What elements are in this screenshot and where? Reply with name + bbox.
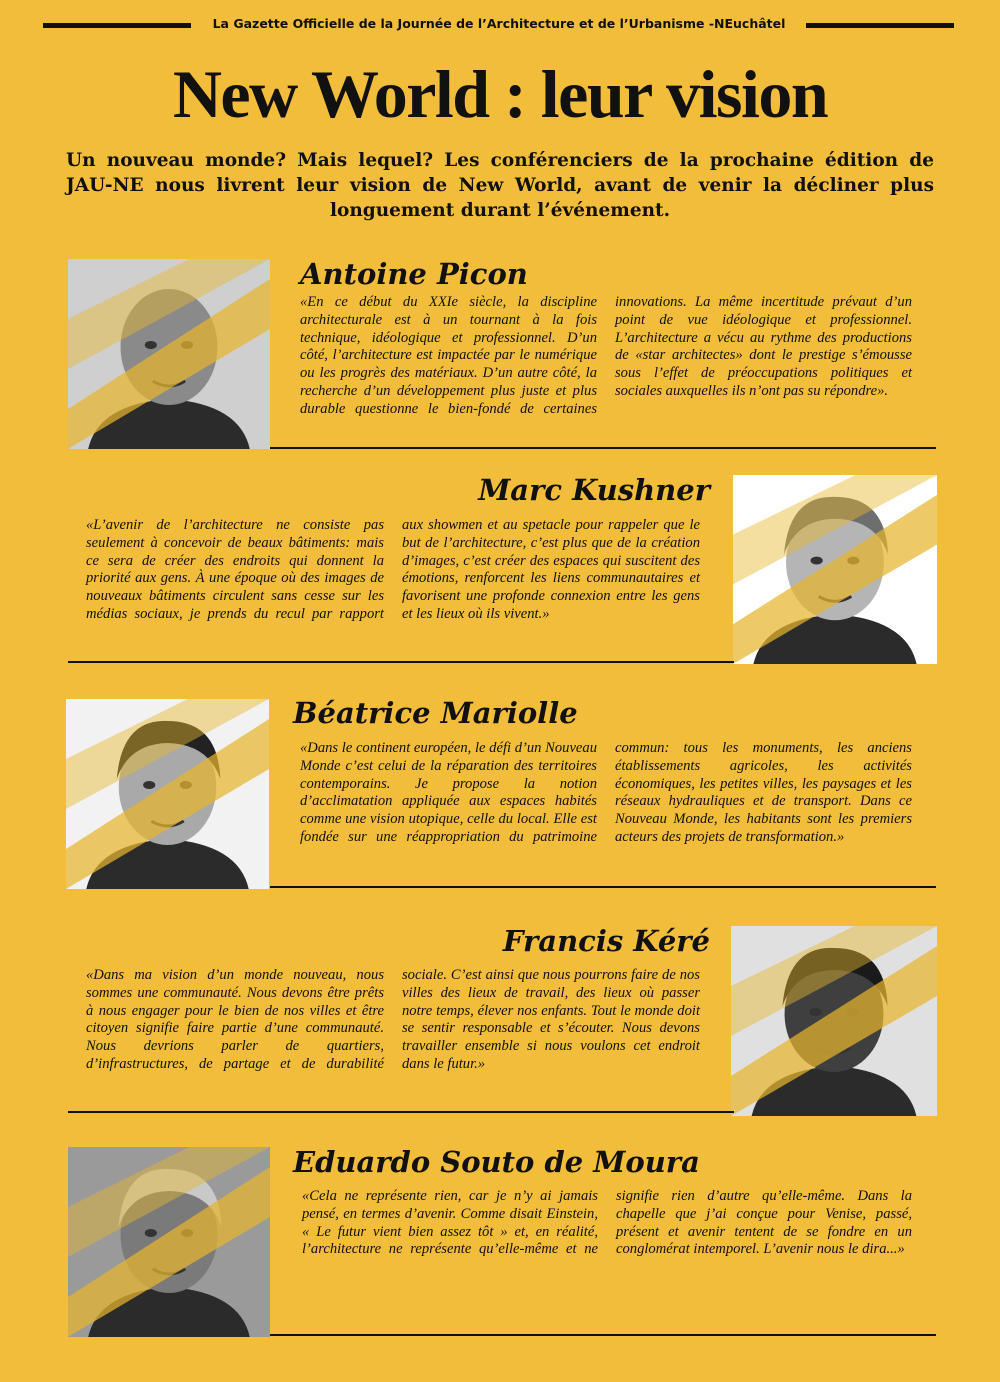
section-rule [270, 1334, 936, 1336]
section-rule [68, 661, 734, 663]
section-rule [68, 1111, 734, 1113]
speaker-quote: «Dans ma vision d’un monde nouveau, nous sommes une communauté. Nous devons être prêts à nous engager pour le bien de nos villes et être citoyen signifie faire partie d’une communauté. Nous devrions parler de quartiers, d’infrastructures, de partage et de durabilité sociale. C’est ainsi que nous pourrons faire de nos villes des lieux de travail, des lieux où passer notre temps, élever nos enfants. Tout le monde doit se sentir responsable et s’écouter. Nous devons travailler ensemble si nous voulons cet endroit dans le futur.» [86, 967, 700, 1072]
masthead-title: La Gazette Officielle de la Journée de l’Architecture et de l’Urbanisme -NEuchâtel [212, 16, 786, 31]
portrait-photo [733, 475, 937, 664]
page-headline: New World : leur vision [172, 56, 828, 132]
portrait-photo [68, 259, 270, 449]
masthead-rule-right [806, 23, 954, 28]
speaker-quote: «Dans le continent européen, le défi d’un Nouveau Monde c’est celui de la réparation des territoires contemporains. Je propose la notion d’acclimatation appliquée aux espaces habités comme une vision utopique, celle du local. Elle est fondée sur une réappropriation du patrimoine commun: tous les monuments, les anciens établissements agricoles, les activités économiques, les petites villes, les paysages et les réseaux hydrauliques et de transport. Dans ce Nouveau Monde, les habitants sont les premiers acteurs des projets de transformation.» [300, 740, 912, 845]
portrait-photo [66, 699, 269, 889]
portrait-photo [731, 926, 937, 1116]
speaker-quote: «Cela ne représente rien, car je n’y ai jamais pensé, en termes d’avenir. Comme disait Einstein, « Le futur vient bien assez tôt » et, en réalité, l’architecture ne représente qu’elle-même et ne signifie rien d’autre qu’elle-même. Dans la chapelle que j’ai conçue pour Venise, passé, présent et avenir tentent de se fondre en un conglomérat intemporel. L’avenir nous le dira...» [302, 1188, 912, 1258]
masthead-rule-left [43, 23, 191, 28]
lede-paragraph: Un nouveau monde? Mais lequel? Les conférenciers de la prochaine édition de JAU-NE nous livrent leur vision de New World, avant de venir la décliner plus longuement durant l’événement. [66, 150, 934, 221]
speaker-name: Béatrice Mariolle [293, 696, 578, 730]
speaker-name: Antoine Picon [300, 257, 528, 291]
portrait-photo [68, 1147, 270, 1337]
masthead [0, 12, 1000, 40]
speaker-quote: «L’avenir de l’architecture ne consiste pas seulement à concevoir de beaux bâtiments: mais ce sera de créer des endroits qui donnent la priorité aux gens. À une époque où des images de nouveaux bâtiments circulent sans cesse sur les médias sociaux, je prends du recul par rapport aux showmen et au spetacle pour rappeler que le but de l’architecture, c’est plus que de la création d’images, c’est créer des espaces qui suscitent des émotions, renforcent les liens communautaires et favorisent une profonde connexion entre les gens et les lieux où ils vivent.» [86, 517, 700, 622]
section-rule [270, 447, 936, 449]
speaker-quote: «En ce début du XXIe siècle, la discipline architecturale est à un tournant à la fois technique, idéologique et professionnel. D’un côté, l’architecture est impactée par le numérique ou les progrès des matériaux. D’un autre côté, la recherche d’un développement plus juste et plus durable questionne le bien-fondé de certaines innovations. La même incertitude prévaut d’un point de vue idéologique et professionnel. L’architecture a vécu au rythme des productions de «star architectes» dont le prestige s’émousse sous l’effet de préoccupations politiques et sociales auxquelles ils n’ont pas su répondre». [300, 294, 912, 417]
speaker-name: Eduardo Souto de Moura [293, 1145, 700, 1179]
speaker-name: Marc Kushner [478, 473, 710, 507]
section-rule [270, 886, 936, 888]
speaker-name: Francis Kéré [502, 924, 710, 958]
